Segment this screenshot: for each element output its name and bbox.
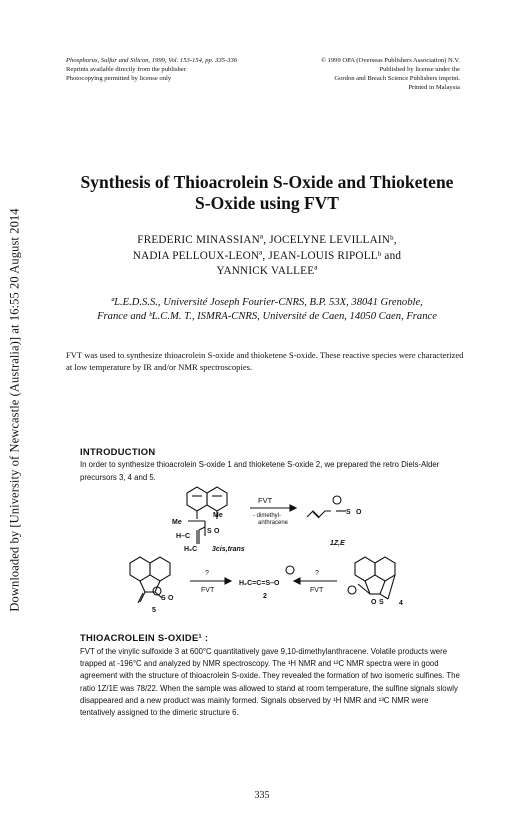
oxygen-label: O bbox=[168, 595, 174, 602]
page-number: 335 bbox=[254, 790, 270, 801]
abstract: FVT was used to synthesize thioacrolein S-oxide and thioketene S-oxide. These reactive species were characterized at low temperature by IR and/or NMR spectroscopies. bbox=[66, 350, 464, 372]
compound-1-label: 1Z,E bbox=[330, 540, 345, 547]
compound-4-label: 4 bbox=[399, 600, 403, 607]
oxygen-label: O bbox=[356, 509, 362, 516]
citation-line: Photocopying permitted by license only bbox=[66, 75, 172, 82]
title-line: S-Oxide using FVT bbox=[195, 193, 339, 213]
compound-2-label: 2 bbox=[263, 593, 267, 600]
question-mark: ? bbox=[205, 570, 209, 577]
sulfur-label: S bbox=[207, 528, 212, 535]
copyright-line: Gordon and Breach Science Publishers imprint. bbox=[334, 75, 460, 82]
methylene-label: H₂C bbox=[184, 546, 198, 553]
affiliation-line: ªL.E.D.S.S., Université Joseph Fourier-CNRS, B.P. 53X, 38041 Grenoble, bbox=[111, 297, 423, 308]
thioacrolein-heading: THIOACROLEIN S-OXIDE¹ : bbox=[80, 632, 209, 643]
author-line: FREDERIC MINASSIANª, JOCELYNE LEVILLAINᵇ, bbox=[137, 234, 397, 246]
compound-5-label: 5 bbox=[152, 607, 156, 614]
arrow-note: anthracene bbox=[258, 520, 289, 526]
methyl-label: Me bbox=[172, 519, 182, 526]
fvt-label: FVT bbox=[310, 587, 324, 594]
question-mark: ? bbox=[315, 570, 319, 577]
oxygen-label: O bbox=[214, 528, 220, 535]
sulfur-label: S bbox=[161, 595, 166, 602]
compound-3-label: 3cis,trans bbox=[212, 546, 245, 553]
introduction-text: In order to synthesize thioacrolein S-oxide 1 and thioketene S-oxide 2, we prepared the retro Diels-Alder precursors 3, 4 and 5. bbox=[80, 460, 440, 482]
author-line: NADIA PELLOUX-LEONª, JEAN-LOUIS RIPOLLᵇ and bbox=[132, 249, 402, 262]
fvt-label: FVT bbox=[201, 587, 215, 594]
oxygen-label: O bbox=[371, 599, 377, 606]
arrow-note: - dimethyl- bbox=[253, 513, 282, 519]
sulfur-label: S bbox=[346, 509, 351, 516]
copyright-line: Published by license under the bbox=[379, 66, 460, 73]
fvt-label: FVT bbox=[258, 496, 273, 505]
copyright-line: Printed in Malaysia bbox=[408, 84, 460, 91]
thioketene-oxide-formula: H₂C=C=S–O bbox=[239, 580, 280, 587]
author-line: YANNICK VALLEEª bbox=[216, 265, 318, 277]
methyl-label: Me bbox=[213, 512, 223, 519]
title-line: Synthesis of Thioacrolein S-Oxide and Thioketene bbox=[80, 172, 454, 192]
thioacrolein-text: FVT of the vinylic sulfoxide 3 at 600°C quantitatively gave 9,10-dimethylanthracene. Volatile products were trapped at -196°C and analyzed by NMR spectroscopy. The ¹H NMR and ¹³C NMR spectra were in good agreement with the structure of thioacrolein S-oxide. They revealed the formation of two isomeric sulfines. The ratio 1Z/1E was 78/22. When the sample was allowed to stand at room temperature, the sulfine signals slowly disappeared and a new product was mainly formed. Signals observed by ¹H NMR and ¹³C NMR were tentatively assigned to the dimeric structure 6. bbox=[80, 647, 460, 718]
adduct-4 bbox=[348, 557, 395, 599]
copyright-line: © 1999 OPA (Overseas Publishers Association) N.V. bbox=[320, 57, 460, 64]
introduction-heading: INTRODUCTION bbox=[80, 446, 156, 457]
citation-line: Phosphorus, Sulfur and Silicon, 1999, Vol. 153-154, pp. 335-336 bbox=[66, 57, 238, 64]
hydrogen-label: H–C bbox=[176, 533, 191, 540]
citation-line: Reprints available directly from the publisher bbox=[66, 66, 186, 73]
download-stamp-text: Downloaded by [University of Newcastle (Australia)] at 16:55 20 August 2014 bbox=[7, 208, 22, 612]
sulfur-label: S bbox=[379, 599, 384, 606]
affiliation-line: France and ᵇL.C.M. T., ISMRA-CNRS, Université de Caen, 14050 Caen, France bbox=[97, 311, 437, 322]
